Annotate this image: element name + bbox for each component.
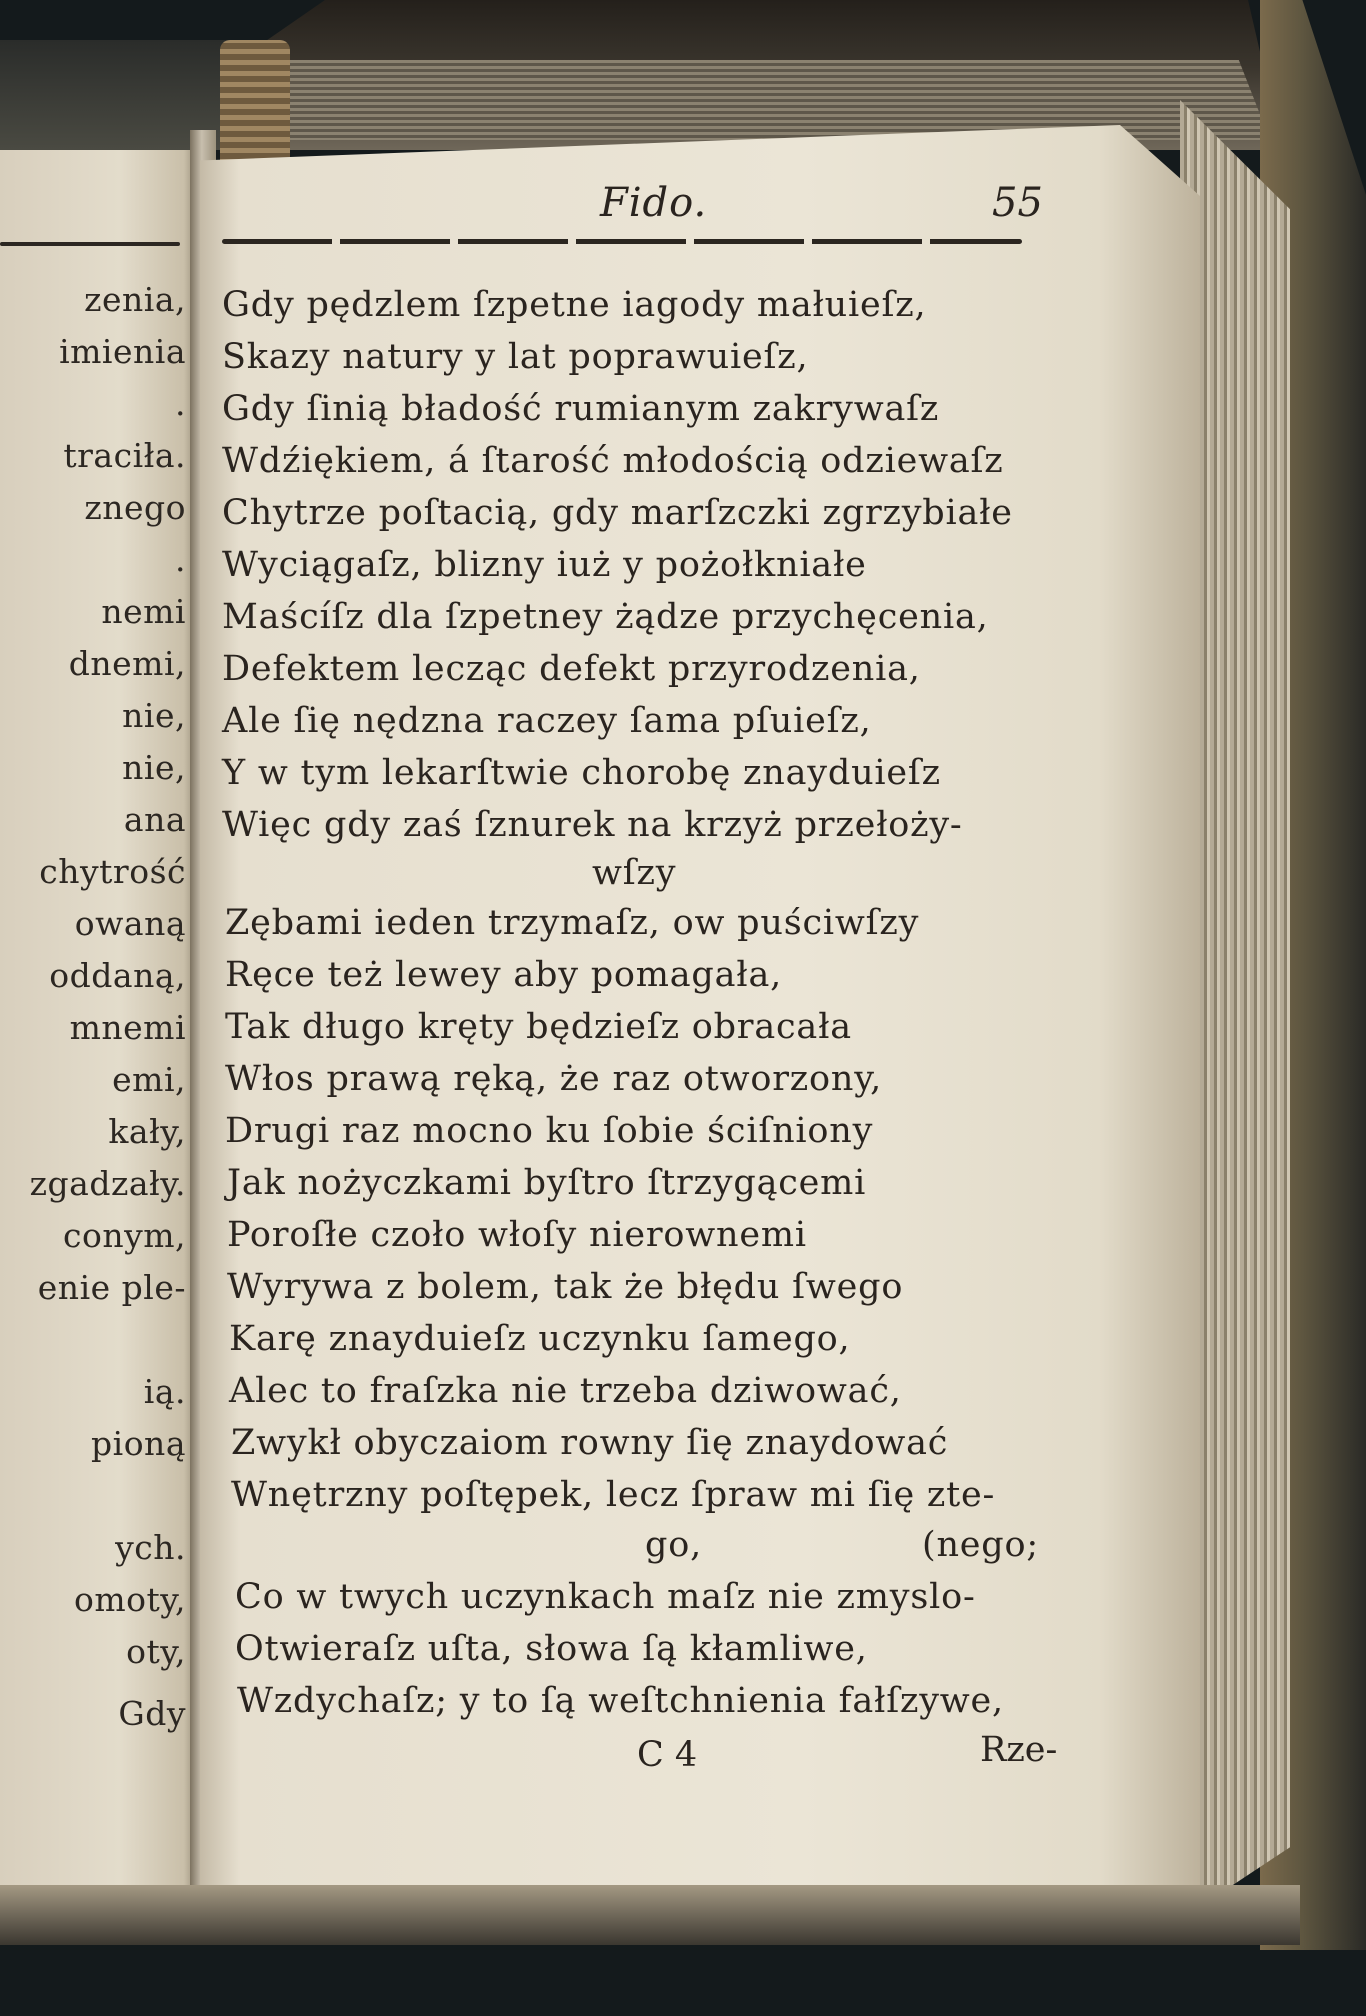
verse-line: Wnętrzny poſtępek, lecz ſpraw mi ſię zte- (231, 1475, 996, 1515)
facing-page-line: emi, (112, 1060, 186, 1099)
verse-line: Wyrywa z bolem, tak że błędu ſwego (227, 1267, 904, 1307)
facing-page-line: znego (84, 488, 186, 527)
verse-line: Zwykł obyczaiom rowny ſię znaydować (231, 1423, 949, 1463)
facing-page-line: dnemi, (68, 644, 186, 683)
verse-line-turnover: wſzy (592, 853, 677, 893)
headband (220, 40, 290, 170)
verse-line: Defektem lecząc defekt przyrodzenia, (222, 649, 921, 689)
signature-mark: C 4 (637, 1735, 698, 1775)
verse-line: Skazy natury y lat poprawuieſz, (222, 337, 809, 377)
facing-page-line: ią. (143, 1372, 186, 1411)
facing-page-line: conym, (62, 1216, 186, 1255)
verse-line: Gdy ſinią bładość rumianym zakrywaſz (222, 389, 940, 429)
facing-page-line: owaną (74, 904, 186, 943)
facing-page-line: enie ple- (37, 1268, 186, 1307)
verse-line-turnover: go, (645, 1525, 703, 1565)
facing-page-line: chytrość (39, 852, 186, 891)
facing-page-line: . (175, 384, 186, 423)
verse-line: Maścíſz dla ſzpetney żądze przychęcenia, (222, 597, 989, 637)
verse-line: Jak nożyczkami byſtro ſtrzygącemi (227, 1163, 867, 1203)
facing-page-line: pioną (91, 1424, 186, 1463)
facing-page-line: ana (123, 800, 186, 839)
facing-page-line: nie, (122, 696, 186, 735)
verse-line: Wzdychaſz; y to ſą weſtchnienia fałſzywe, (237, 1681, 1004, 1721)
verse-line: Poroſłe czoło włoſy nierownemi (227, 1215, 807, 1255)
verse-line: Drugi raz mocno ku ſobie ściſniony (225, 1111, 874, 1151)
facing-head-rule (0, 242, 180, 246)
verse-line: Ale ſię nędzna raczey ſama pſuieſz, (222, 701, 872, 741)
page-number: 55 (992, 180, 1043, 226)
facing-page-line: oddaną, (49, 956, 186, 995)
facing-page-line: zgadzały. (29, 1164, 186, 1203)
catchword: Rze- (980, 1730, 1058, 1770)
verse-line: Ręce też lewey aby pomagała, (225, 955, 783, 995)
facing-page-line: Gdy (118, 1694, 186, 1733)
book-bottom-edge (0, 1885, 1300, 1945)
verse-line: Wyciągaſz, blizny iuż y pożołkniałe (222, 545, 867, 585)
facing-page-line: nie, (122, 748, 186, 787)
verse-line: Więc gdy zaś ſznurek na krzyż przełoży- (222, 805, 963, 845)
verse-line: Co w twych uczynkach maſz nie zmyslo- (235, 1577, 976, 1617)
facing-page-line: omoty, (73, 1580, 186, 1619)
verse-line: Y w tym lekarſtwie chorobę znayduieſz (222, 753, 941, 793)
verse-line: Tak długo kręty będzieſz obracała (225, 1007, 852, 1047)
facing-page-line: zenia, (84, 280, 186, 319)
verse-line: Alec to fraſzka nie trzeba dziwować, (229, 1371, 902, 1411)
verse-line: Karę znayduieſz uczynku ſamego, (229, 1319, 851, 1359)
head-rule (222, 239, 1022, 244)
facing-page-line: oty, (126, 1632, 186, 1671)
facing-page-line: nemi (101, 592, 186, 631)
facing-page-line: imienia (59, 332, 186, 371)
facing-page-line: ych. (115, 1528, 186, 1567)
running-title: Fido. (600, 180, 708, 226)
verse-line: Włos prawą ręką, że raz otworzony, (225, 1059, 883, 1099)
verse-line: Otwieraſz uſta, słowa ſą kłamliwe, (235, 1629, 868, 1669)
verse-line: Zębami ieden trzymaſz, ow puściwſzy (225, 903, 920, 943)
verse-line: Wdźiękiem, á ſtarość młodością odziewaſz (222, 441, 1004, 481)
facing-page-line: mnemi (69, 1008, 186, 1047)
facing-page-line: kały, (108, 1112, 186, 1151)
verse-line: Gdy pędzlem ſzpetne iagody małuieſz, (222, 285, 927, 325)
facing-page-line: . (175, 540, 186, 579)
facing-page (0, 150, 200, 1890)
facing-page-line: traciła. (63, 436, 186, 475)
verse-line: Chytrze poſtacią, gdy marſzczki zgrzybiałe (222, 493, 1013, 533)
verse-line-turnover: (nego; (922, 1525, 1039, 1565)
